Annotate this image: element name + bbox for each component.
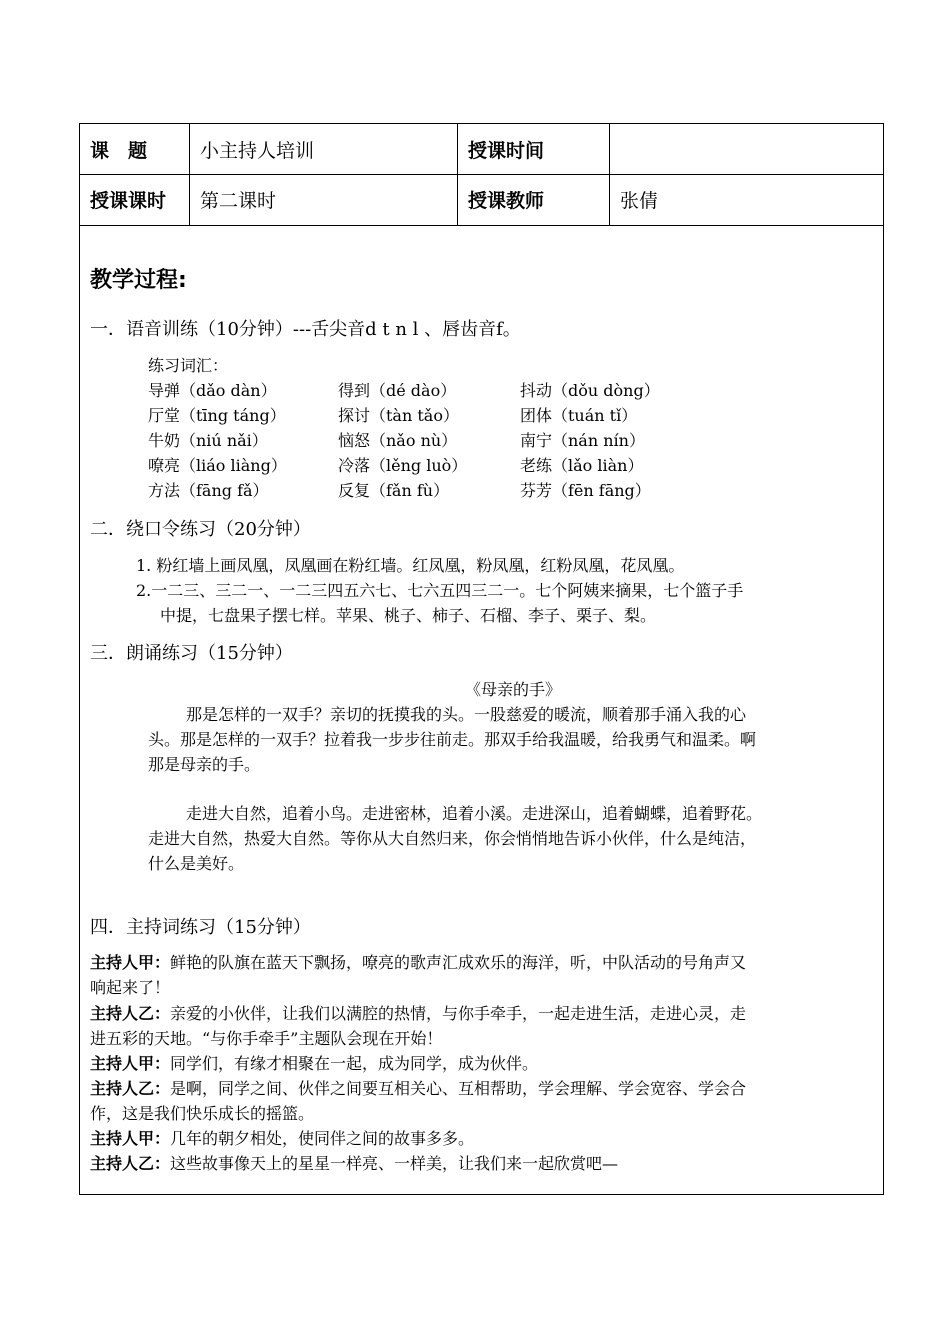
- vocab-item: 南宁（nán nín）: [520, 431, 645, 450]
- vocab-item: 厅堂（tīng táng）: [148, 406, 286, 425]
- section1-title: 一．语音训练（10分钟）---舌尖音d t n l 、唇齿音f。: [90, 319, 521, 340]
- time-value: [609, 124, 883, 174]
- poem-para2: 什么是美好。: [148, 854, 245, 873]
- vocab-item: 团体（tuán tǐ）: [520, 406, 638, 425]
- poem-para2: 走进大自然，追着小鸟。走进密林，追着小溪。走进深山，追着蝴蝶，追着野花。: [186, 804, 763, 823]
- poem-para1: 那是母亲的手。: [148, 755, 261, 774]
- poem-para2: 走进大自然，热爱大自然。等你从大自然归来，你会悄悄地告诉小伙伴，什么是纯洁，: [148, 829, 757, 848]
- host-line-cont: 作，这是我们快乐成长的摇篮。: [90, 1104, 315, 1123]
- speaker-label: 主持人甲：: [90, 1129, 171, 1148]
- section3-title: 三．朗诵练习（15分钟）: [90, 643, 293, 664]
- period-value: 第二课时: [189, 174, 457, 225]
- host-line: [90, 1001, 746, 1024]
- lesson-plan-table: [79, 123, 884, 1195]
- speaker-label: 主持人甲：: [90, 953, 171, 972]
- host-line-cont: 响起来了！: [90, 978, 171, 997]
- host-line-cont: 进五彩的天地。“与你手牵手”主题队会现在开始！: [90, 1029, 443, 1048]
- vocab-item: 芬芳（fēn fāng）: [520, 481, 651, 500]
- vocab-label: 练习词汇：: [148, 356, 229, 375]
- topic-label: 课 题: [90, 139, 148, 162]
- vocab-item: 牛奶（niú nǎi）: [148, 431, 268, 450]
- host-text: 是啊，同学之间、伙伴之间要互相关心、互相帮助，学会理解、学会宽容、学会合: [170, 1079, 747, 1098]
- poem-para1: 那是怎样的一双手？亲切的抚摸我的头。一股慈爱的暖流，顺着那手涌入我的心: [186, 705, 747, 724]
- host-line: [90, 950, 746, 973]
- vocab-item: 恼怒（nǎo nù）: [338, 431, 458, 450]
- vocab-item: 得到（dé dào）: [338, 381, 457, 400]
- vocab-item: 方法（fāng fǎ）: [148, 481, 269, 500]
- host-line: [90, 1126, 474, 1149]
- tongue-twister-1: 1. 粉红墙上画凤凰，凤凰画在粉红墙。红凤凰，粉凤凰，红粉凤凰，花凤凰。: [136, 556, 685, 575]
- poem-para1: 头。那是怎样的一双手？拉着我一步步往前走。那双手给我温暖，给我勇气和温柔。啊: [148, 730, 757, 749]
- host-text: 鲜艳的队旗在蓝天下飘扬，嘹亮的歌声汇成欢乐的海洋，听，中队活动的号角声又: [170, 953, 747, 972]
- period-label: 授课课时: [90, 190, 167, 212]
- tongue-twister-2: 2.一二三、三二一、一二三四五六七、七六五四三二一。七个阿姨来摘果，七个篮子手: [136, 581, 744, 600]
- host-line: [90, 1076, 746, 1099]
- vocab-item: 探讨（tàn tǎo）: [338, 406, 459, 425]
- host-line: [90, 1051, 538, 1074]
- header-row-period: [80, 174, 883, 226]
- host-text: 亲爱的小伙伴，让我们以满腔的热情，与你手牵手，一起走进生活，走进心灵，走: [170, 1004, 747, 1023]
- speaker-label: 主持人乙：: [90, 1079, 171, 1098]
- vocab-item: 反复（fǎn fù）: [338, 481, 450, 500]
- section2-title: 二．绕口令练习（20分钟）: [90, 519, 311, 540]
- vocab-item: 导弹（dǎo dàn）: [148, 381, 277, 400]
- speaker-label: 主持人乙：: [90, 1004, 171, 1023]
- vocab-item: 抖动（dǒu dòng）: [520, 381, 660, 400]
- poem-title: 《母亲的手》: [465, 680, 562, 699]
- teacher-value: 张倩: [609, 174, 883, 225]
- vocab-item: 老练（lǎo liàn）: [520, 456, 644, 475]
- teacher-label: 授课教师: [457, 174, 609, 225]
- header-row-topic: [80, 124, 883, 175]
- speaker-label: 主持人乙：: [90, 1154, 171, 1173]
- topic-value: 小主持人培训: [189, 124, 457, 174]
- host-line: [90, 1151, 618, 1174]
- vocab-item: 冷落（lěng luò）: [338, 456, 468, 475]
- host-text: 这些故事像天上的星星一样亮、一样美，让我们来一起欣赏吧—: [170, 1154, 619, 1173]
- teaching-process: [80, 225, 883, 1195]
- host-text: 同学们，有缘才相聚在一起，成为同学，成为伙伴。: [170, 1054, 539, 1073]
- tongue-twister-2-cont: 中提，七盘果子摆七样。苹果、桃子、柿子、石榴、李子、栗子、梨。: [160, 606, 657, 625]
- vocab-item: 嘹亮（liáo liàng）: [148, 456, 287, 475]
- process-title: 教学过程:: [90, 268, 187, 293]
- host-text: 几年的朝夕相处，使同伴之间的故事多多。: [170, 1129, 475, 1148]
- time-label: 授课时间: [457, 124, 609, 174]
- section4-title: 四．主持词练习（15分钟）: [90, 917, 311, 938]
- speaker-label: 主持人甲：: [90, 1054, 171, 1073]
